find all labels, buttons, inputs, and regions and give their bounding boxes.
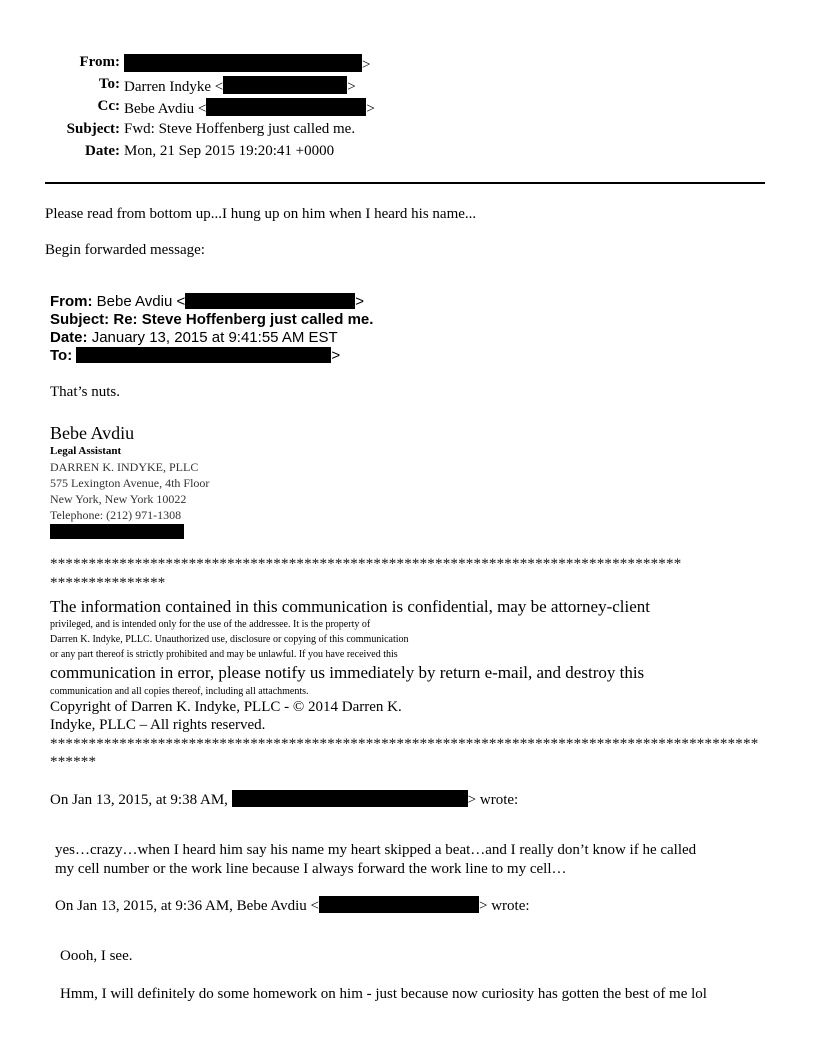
date-label: Date:	[85, 143, 120, 159]
fwd-from-line: From: Bebe Avdiu < >	[50, 293, 364, 310]
redaction-bar	[185, 293, 355, 309]
asterisk-divider: **********************************************************************************	[50, 556, 682, 572]
asterisk-divider: ******	[50, 754, 97, 770]
to-value: Darren Indyke < >	[124, 76, 356, 96]
asterisk-divider: ***************	[50, 575, 166, 591]
disclaimer-text: communication and all copies thereof, including all attachments.	[50, 686, 309, 697]
subject-label: Subject:	[66, 121, 120, 137]
disclaimer-text: or any part thereof is strictly prohibited and may be unlawful. If you have received this	[50, 649, 398, 660]
fwd-date-line: Date: January 13, 2015 at 9:41:55 AM EST	[50, 329, 338, 346]
from-value: >	[124, 54, 370, 74]
redaction-bar	[232, 790, 468, 807]
redaction-bar	[124, 54, 362, 72]
quote-attribution: On Jan 13, 2015, at 9:36 AM, Bebe Avdiu < > wrote:	[55, 898, 530, 914]
disclaimer-text: privileged, and is intended only for the use of the addressee. It is the property of	[50, 619, 371, 630]
quote-text: my cell number or the work line because I always forward the work line to my cell…	[55, 861, 567, 877]
cc-value: Bebe Avdiu < >	[124, 98, 375, 118]
date-value: Mon, 21 Sep 2015 19:20:41 +0000	[124, 143, 335, 159]
intro-line: Please read from bottom up...I hung up on him when I heard his name...	[45, 206, 477, 222]
signature-title: Legal Assistant	[50, 445, 122, 457]
copyright-line: Indyke, PLLC – All rights reserved.	[50, 717, 266, 733]
asterisk-divider: ********************************************************************************************	[50, 736, 759, 752]
cc-label: Cc:	[97, 98, 120, 114]
fwd-subject-line: Subject: Re: Steve Hoffenberg just called me.	[50, 311, 374, 328]
header-divider	[45, 182, 765, 184]
subject-value: Fwd: Steve Hoffenberg just called me.	[124, 121, 356, 137]
quote-text: Hmm, I will definitely do some homework on him - just because now curiosity has gotten the best of me lol	[60, 986, 707, 1002]
to-label: To:	[98, 76, 120, 92]
fwd-to-line: To: >	[50, 347, 341, 364]
quote-text: Oooh, I see.	[60, 948, 133, 964]
redaction-bar	[50, 524, 184, 539]
redaction-bar	[223, 76, 347, 94]
from-label: From:	[79, 54, 120, 70]
quote-attribution: On Jan 13, 2015, at 9:38 AM, > wrote:	[50, 792, 519, 808]
quote-text: yes…crazy…when I heard him say his name my heart skipped a beat…and I really don’t know if he called	[55, 842, 697, 858]
signature-name: Bebe Avdiu	[50, 423, 135, 443]
copyright-line: Copyright of Darren K. Indyke, PLLC - © 2014 Darren K.	[50, 699, 402, 715]
disclaimer-text: The information contained in this communication is confidential, may be attorney-client	[50, 597, 651, 616]
signature-firm: DARREN K. INDYKE, PLLC	[50, 460, 199, 474]
signature-address-1: 575 Lexington Avenue, 4th Floor	[50, 476, 210, 490]
redaction-bar	[206, 98, 366, 116]
disclaimer-text: Darren K. Indyke, PLLC. Unauthorized use, disclosure or copying of this communication	[50, 634, 409, 645]
begin-forwarded: Begin forwarded message:	[45, 242, 205, 258]
signature-phone: Telephone: (212) 971-1308	[50, 508, 182, 522]
disclaimer-text: communication in error, please notify us immediately by return e-mail, and destroy this	[50, 663, 645, 682]
signature-address-2: New York, New York 10022	[50, 492, 187, 506]
redaction-bar	[76, 347, 331, 363]
reply-text: That’s nuts.	[50, 384, 120, 400]
redaction-bar	[319, 896, 479, 913]
